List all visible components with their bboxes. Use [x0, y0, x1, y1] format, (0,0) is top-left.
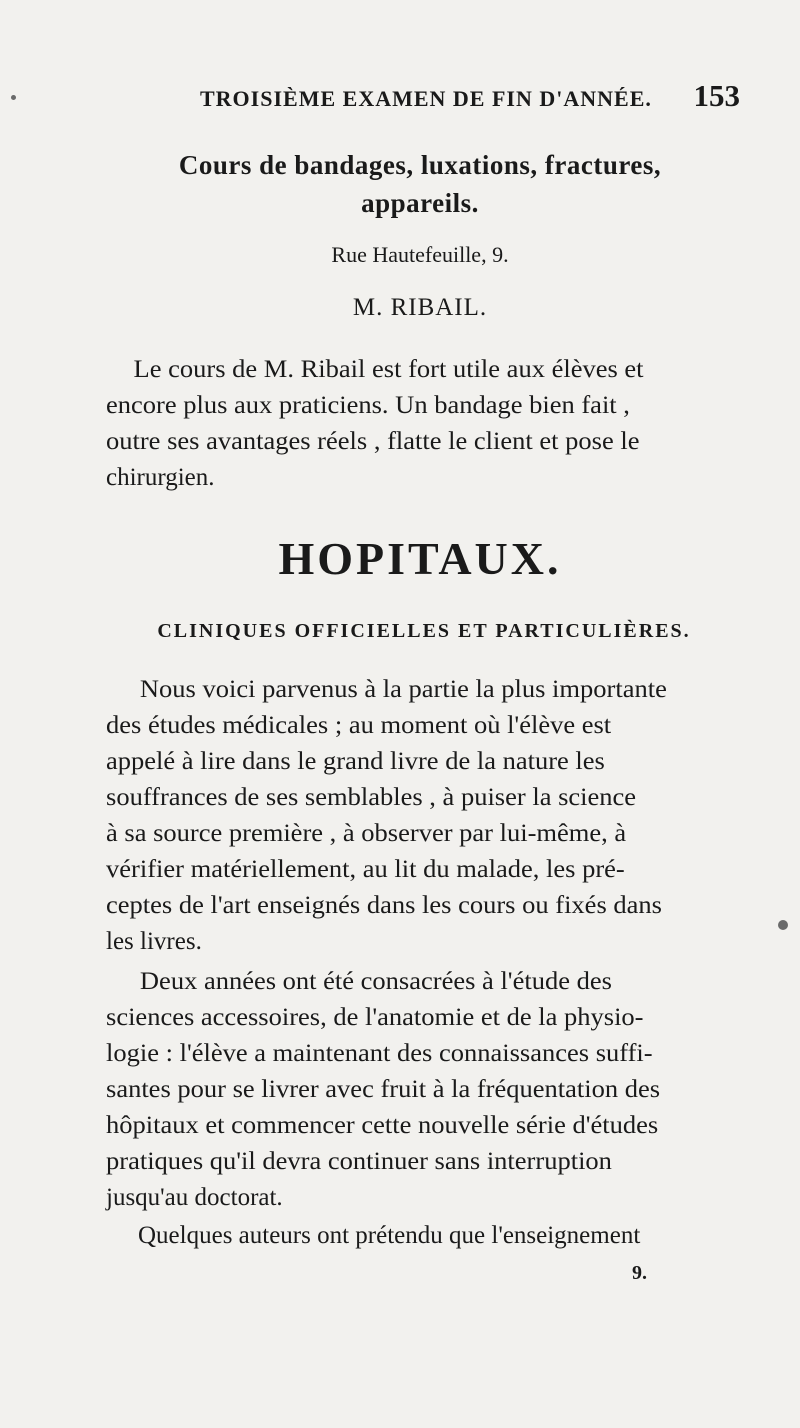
- running-title: TROISIÈME EXAMEN DE FIN D'ANNÉE.: [200, 86, 652, 111]
- text-line: des études médicales ; au moment où l'élève est: [106, 712, 612, 739]
- hospitals-paragraph-1: [106, 672, 740, 960]
- course-title-line2: appareils.: [361, 188, 479, 218]
- margin-speck: [11, 95, 16, 100]
- running-header: [200, 78, 740, 114]
- text-line: vérifier matériellement, au lit du malade, les pré-: [106, 856, 625, 883]
- text-line: santes pour se livrer avec fruit à la fréquentation des: [106, 1076, 661, 1103]
- signature-mark: 9.: [632, 1262, 647, 1284]
- text-line: outre ses avantages réels , flatte le client et pose le: [106, 428, 640, 455]
- page-number: 153: [693, 78, 740, 113]
- text-line: Le cours de M. Ribail est fort utile aux élèves et: [133, 356, 644, 383]
- hospitals-paragraph-3: [106, 1218, 740, 1254]
- text-line: sciences accessoires, de l'anatomie et de la physio-: [106, 1004, 644, 1031]
- text-line: appelé à lire dans le grand livre de la nature les: [106, 748, 605, 775]
- course-title-line1: Cours de bandages, luxations, fractures,: [178, 150, 662, 180]
- text-line: chirurgien.: [106, 464, 215, 491]
- course-address: Rue Hautefeuille, 9.: [331, 242, 509, 267]
- section-subheading: CLINIQUES OFFICIELLES ET PARTICULIÈRES.: [157, 620, 691, 642]
- margin-speck: [778, 920, 788, 930]
- course-paragraph: [106, 352, 740, 496]
- text-line: Nous voici parvenus à la partie la plus importante: [139, 676, 667, 703]
- text-line: jusqu'au doctorat.: [106, 1184, 283, 1211]
- section-heading: HOPITAUX.: [278, 533, 562, 584]
- text-line: logie : l'élève a maintenant des connaissances suffi-: [106, 1040, 653, 1067]
- text-line: Quelques auteurs ont prétendu que l'enseignement: [138, 1222, 641, 1249]
- text-line: encore plus aux praticiens. Un bandage bien fait ,: [106, 392, 630, 419]
- text-line: ceptes de l'art enseignés dans les cours ou fixés dans: [106, 892, 662, 919]
- text-line: souffrances de ses semblables , à puiser la science: [106, 784, 637, 811]
- text-line: à sa source première , à observer par lui-même, à: [106, 820, 627, 847]
- text-line: pratiques qu'il devra continuer sans interruption: [106, 1148, 612, 1175]
- text-line: les livres.: [106, 928, 202, 955]
- course-teacher: M. RIBAIL.: [352, 294, 488, 321]
- hospitals-paragraph-2: [106, 964, 740, 1216]
- text-line: hôpitaux et commencer cette nouvelle série d'études: [106, 1112, 659, 1139]
- text-line: Deux années ont été consacrées à l'étude des: [139, 968, 612, 995]
